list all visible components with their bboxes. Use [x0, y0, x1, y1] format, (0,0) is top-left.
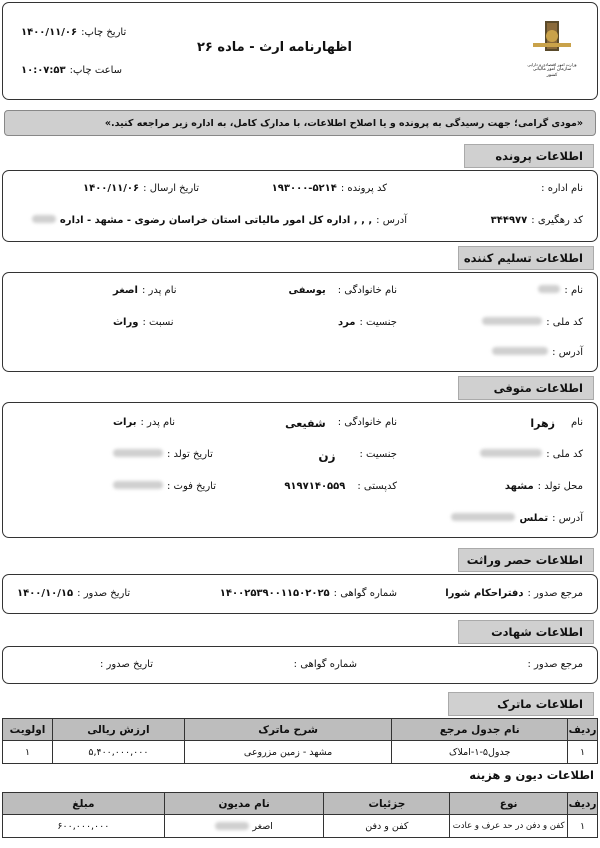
inheritance-date: [17, 588, 130, 599]
deceased-father: [113, 417, 175, 428]
case-code-label: کد پرونده :: [340, 183, 387, 194]
table-row: [3, 815, 598, 838]
assets-cell-ref-table: جدول۵-۱-املاک: [392, 741, 568, 764]
testimony-issuer-label: مرجع صدور :: [527, 659, 583, 670]
deceased-address-label: آدرس :: [552, 513, 583, 524]
assets-cell-value: ۵,۴۰۰,۰۰۰,۰۰۰: [53, 741, 185, 764]
send-date: [83, 183, 199, 194]
deceased-birth-place: [505, 481, 583, 492]
case-address-label: آدرس :: [376, 215, 407, 226]
table-row: [3, 741, 598, 764]
deceased-surname: [285, 417, 397, 430]
inheritance-issuer: [445, 588, 583, 599]
deceased-gender-value: زن: [318, 449, 336, 463]
deceased-name-value: زهرا: [530, 417, 555, 430]
deceased-national-id: [480, 449, 583, 460]
debts-cell-details: کفن و دفن: [324, 815, 450, 838]
deceased-father-label: نام پدر :: [140, 417, 176, 428]
case-info-box: [2, 170, 598, 242]
office-name-label: نام اداره :: [541, 183, 583, 194]
deceased-gender-label: جنسیت :: [359, 449, 397, 460]
submitter-surname: [289, 285, 397, 296]
assets-cell-description: مشهد - زمین مزروعی: [184, 741, 392, 764]
deceased-surname-value: شفیعی: [285, 417, 326, 430]
deceased-postal: [284, 481, 397, 492]
deceased-birth-date-label: تاریخ تولد :: [167, 449, 213, 460]
inheritance-issuer-value: دفتراحکام شورا: [445, 588, 524, 599]
deceased-national-id-label: کد ملی :: [546, 449, 583, 460]
redacted-deceased-id: [480, 449, 542, 457]
submitter-father: [113, 285, 177, 296]
deceased-name-label: نام: [570, 417, 583, 428]
submitter-name-label: نام :: [564, 285, 583, 296]
deceased-birth-date: [113, 449, 213, 460]
submitter-address-label: آدرس :: [552, 347, 583, 358]
testimony-cert-label: شماره گواهی :: [293, 659, 357, 670]
debts-col-type: نوع: [450, 793, 568, 815]
submitter-national-id: [482, 317, 583, 328]
deceased-death-date: [113, 481, 216, 492]
submitter-father-label: نام پدر :: [141, 285, 177, 296]
redacted-name: [538, 285, 560, 293]
submitter-heading: اطلاعات تسلیم کننده: [458, 246, 594, 270]
print-date: [21, 27, 126, 38]
page-title: اظهارنامه ارث - ماده ۲۶: [197, 40, 352, 55]
inheritance-cert-label: شماره گواهی :: [333, 588, 397, 599]
debts-cell-type: کفن و دفن در حد عرف و عادت: [450, 815, 568, 838]
redacted-death-date: [113, 481, 163, 489]
assets-col-value: ارزش ریالی: [53, 719, 185, 741]
logo-text-2: سازمان امور مالیاتی کشور: [532, 67, 572, 78]
submitter-gender-label: جنسیت :: [359, 317, 397, 328]
print-time-label: ساعت چاپ:: [69, 65, 123, 76]
submitter-surname-value: یوسفی: [288, 285, 326, 296]
submitter-relation-value: وراث: [113, 317, 139, 328]
redacted-birth-date: [113, 449, 163, 457]
debts-col-index: ردیف: [568, 793, 598, 815]
inheritance-box: [2, 574, 598, 614]
redacted-office: [32, 215, 56, 223]
redacted-address: [492, 347, 548, 355]
assets-col-description: شرح ماترک: [184, 719, 392, 741]
submitter-relation-label: نسبت :: [142, 317, 174, 328]
debts-header-row: [3, 793, 598, 815]
print-time: [21, 65, 122, 76]
submitter-address: [492, 347, 583, 358]
submitter-box: [2, 272, 598, 372]
deceased-postal-label: کدپستی :: [357, 481, 397, 492]
debts-cell-index: ۱: [568, 815, 598, 838]
inheritance-cert: [220, 588, 397, 599]
submitter-gender: [338, 317, 397, 328]
tracking-code-label: کد رهگیری :: [531, 215, 583, 226]
assets-heading: اطلاعات ماترک: [448, 692, 594, 716]
deceased-birth-place-value: مشهد: [504, 481, 534, 492]
case-address-value: , , , اداره کل امور مالیاتی استان خراسان رضوی - مشهد - اداره: [59, 215, 373, 226]
submitter-relation: [113, 317, 174, 328]
deceased-name: [530, 417, 583, 430]
case-info-heading: اطلاعات پرونده: [464, 144, 594, 168]
debts-heading: اطلاعات دیون و هزینه: [469, 768, 594, 782]
logo-text-1: وزارت امور اقتصادی و دارایی: [527, 62, 577, 67]
inheritance-date-value: ۱۴۰۰/۱۰/۱۵: [17, 588, 74, 599]
testimony-date-label: تاریخ صدور :: [99, 659, 153, 670]
tracking-code: [491, 215, 583, 226]
inheritance-heading: اطلاعات حصر وراثت: [458, 548, 594, 572]
submitter-name: [538, 285, 583, 296]
deceased-gender: [318, 449, 397, 463]
debts-col-details: جزئیات: [324, 793, 450, 815]
testimony-issuer: [527, 659, 583, 670]
deceased-box: [2, 402, 598, 538]
case-code: [272, 183, 387, 194]
debts-col-debtor: نام مدیون: [164, 793, 324, 815]
case-code-value: ۱۹۳۰۰۰-۵۲۱۴: [271, 183, 337, 194]
redacted-deceased-address: [451, 513, 515, 521]
deceased-address: [451, 513, 583, 524]
logo: [527, 19, 577, 81]
testimony-heading: اطلاعات شهادت: [458, 620, 594, 644]
print-date-value: ۱۴۰۰/۱۱/۰۶: [21, 27, 78, 38]
debts-col-amount: مبلغ: [3, 793, 165, 815]
header-box: [2, 2, 598, 100]
assets-table: [2, 718, 598, 764]
print-date-label: تاریخ چاپ:: [81, 27, 127, 38]
notice-bar: «مودی گرامی؛ جهت رسیدگی به پرونده و یا اصلاح اطلاعات، با مدارک کامل، به اداره زیر مراجعه کنید.»: [4, 110, 596, 136]
deceased-death-date-label: تاریخ فوت :: [167, 481, 216, 492]
testimony-box: [2, 646, 598, 684]
inheritance-cert-value: ۱۴۰۰۲۵۳۹۰۰۱۱۵۰۲۰۲۵: [219, 588, 330, 599]
deceased-postal-value: ۹۱۹۷۱۴۰۵۵۹: [284, 481, 346, 492]
debts-table: [2, 792, 598, 838]
redacted-debtor: [215, 822, 249, 830]
deceased-birth-place-label: محل تولد :: [537, 481, 583, 492]
assets-cell-priority: ۱: [3, 741, 53, 764]
office-name: [541, 183, 583, 194]
inheritance-date-label: تاریخ صدور :: [77, 588, 131, 599]
submitter-father-value: اصغر: [113, 285, 138, 296]
emblem-icon: [527, 19, 577, 59]
redacted-national-id: [482, 317, 542, 325]
assets-col-ref-table: نام جدول مرجع: [392, 719, 568, 741]
inheritance-issuer-label: مرجع صدور :: [527, 588, 583, 599]
deceased-father-value: برات: [113, 417, 137, 428]
submitter-national-id-label: کد ملی :: [546, 317, 583, 328]
print-time-value: ۱۰:۰۷:۵۳: [21, 65, 66, 76]
send-date-value: ۱۴۰۰/۱۱/۰۶: [83, 183, 140, 194]
assets-col-index: ردیف: [568, 719, 598, 741]
submitter-gender-value: مرد: [337, 317, 356, 328]
testimony-cert: [294, 659, 357, 670]
debts-cell-debtor: [164, 815, 324, 838]
case-address: [32, 215, 407, 226]
send-date-label: تاریخ ارسال :: [143, 183, 200, 194]
deceased-address-value: تملس: [519, 513, 549, 524]
assets-header-row: [3, 719, 598, 741]
submitter-surname-label: نام خانوادگی :: [337, 285, 397, 296]
deceased-surname-label: نام خانوادگی :: [337, 417, 397, 428]
debts-debtor-value: اصغر: [252, 820, 273, 832]
debts-cell-amount: ۶۰۰,۰۰۰,۰۰۰: [3, 815, 165, 838]
testimony-date: [100, 659, 153, 670]
deceased-heading: اطلاعات متوفی: [458, 376, 594, 400]
tracking-code-value: ۳۴۴۹۷۷: [490, 215, 528, 226]
assets-col-priority: اولویت: [3, 719, 53, 741]
assets-cell-index: ۱: [568, 741, 598, 764]
